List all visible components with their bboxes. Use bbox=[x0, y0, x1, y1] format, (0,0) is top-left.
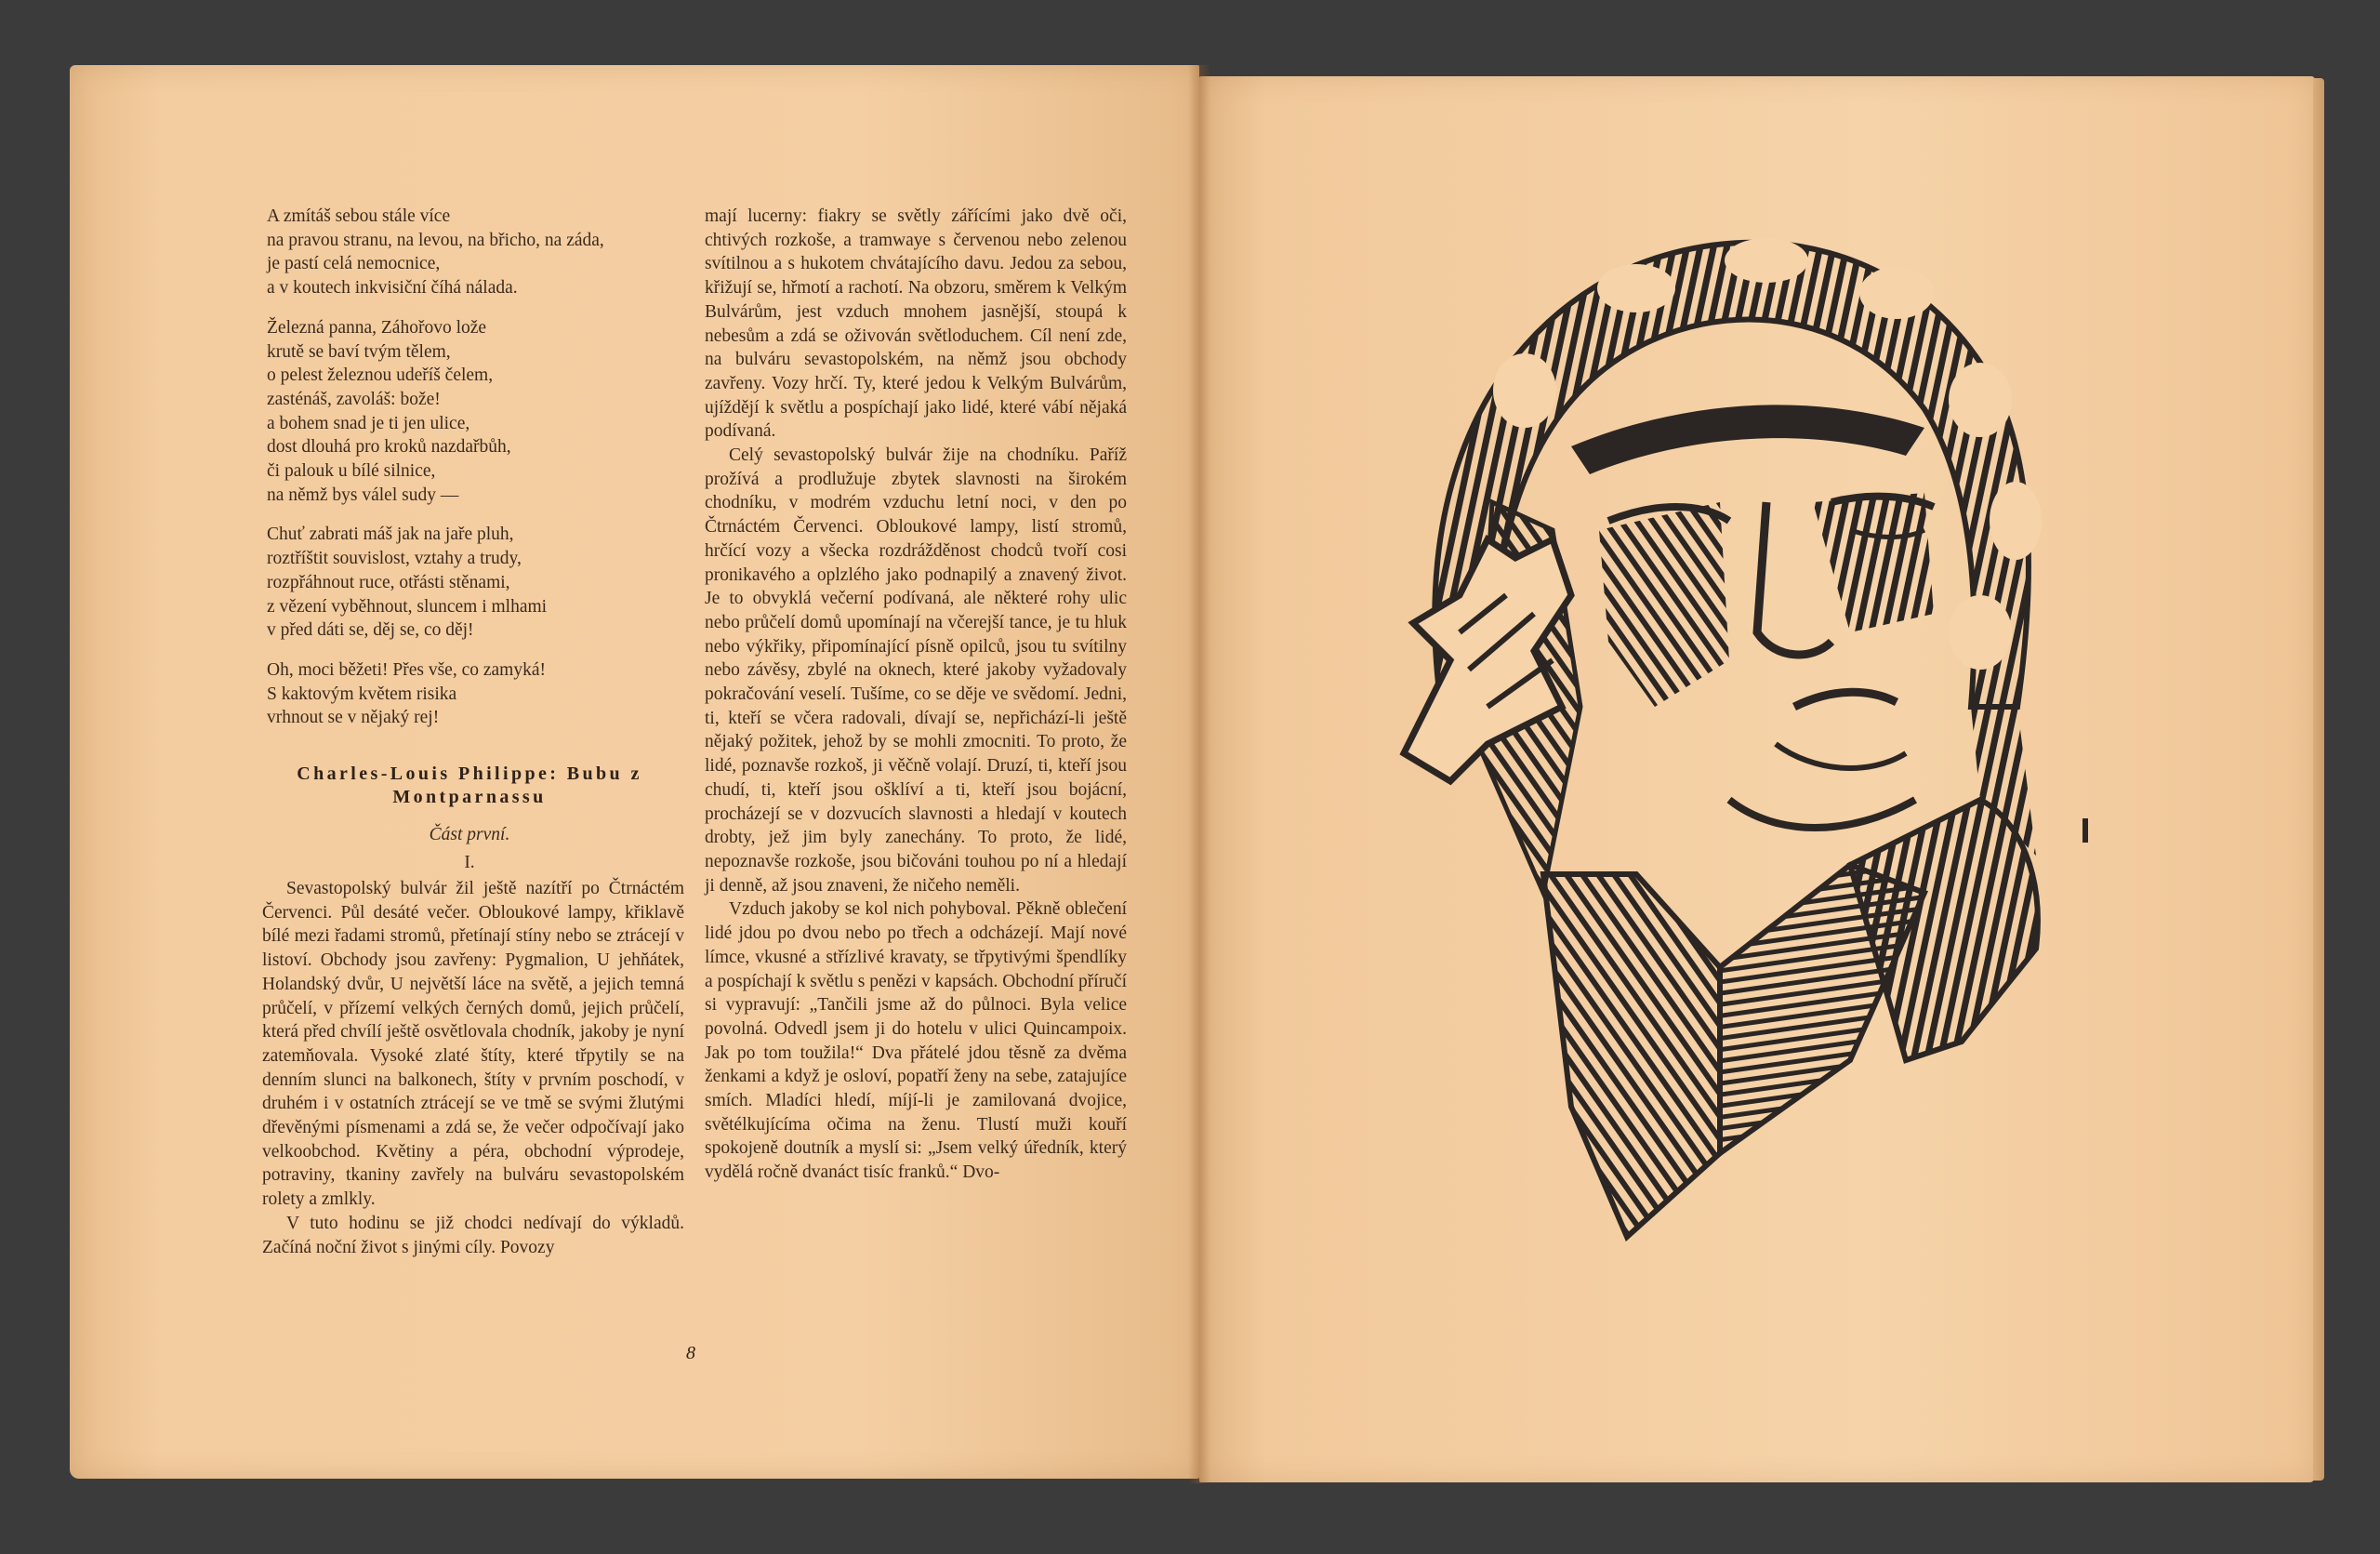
woodcut-illustration bbox=[1329, 223, 2101, 1265]
poem bbox=[267, 205, 667, 746]
poem-stanza bbox=[267, 523, 667, 643]
poem-line: a bohem snad je ti jen ulice, bbox=[267, 413, 470, 433]
poem-line: a v koutech inkvisiční číhá nálada. bbox=[267, 278, 518, 299]
poem-line: v před dáti se, děj se, co děj! bbox=[267, 620, 474, 641]
poem-line: na němž bys válel sudy — bbox=[267, 485, 459, 505]
page-number: 8 bbox=[686, 1343, 695, 1363]
poem-line: o pelest železnou udeříš čelem, bbox=[267, 365, 494, 386]
poem-line: Železná panna, Záhořovo lože bbox=[267, 317, 487, 338]
paragraph: V tuto hodinu se již chodci nedívají do výkladů. Začíná noční život s jinými cíly. Povozy bbox=[262, 1213, 684, 1257]
text-column-right bbox=[705, 205, 1127, 1185]
poem-line: S kaktovým květem risika bbox=[267, 684, 457, 704]
poem-line: krutě se baví tvým tělem, bbox=[267, 341, 451, 362]
poem-line: je pastí celá nemocnice, bbox=[267, 254, 441, 274]
poem-line: Oh, moci běžeti! Přes vše, co zamyká! bbox=[267, 659, 546, 680]
article-title: Charles-Louis Philippe: Bubu z Montparnassu bbox=[297, 764, 642, 807]
article-subtitle: Část první. bbox=[429, 825, 510, 844]
poem-line: či palouk u bílé silnice, bbox=[267, 461, 436, 482]
poem-line: na pravou stranu, na levou, na břicho, na záda, bbox=[267, 230, 604, 250]
poem-stanza bbox=[267, 205, 667, 300]
text-column-left bbox=[262, 877, 684, 1259]
poem-stanza bbox=[267, 658, 667, 730]
poem-line: z vězení vyběhnout, sluncem i mlhami bbox=[267, 596, 548, 617]
page-gutter bbox=[1188, 65, 1210, 1483]
paragraph: mají lucerny: fiakry se světly zářícími jako dvě oči, chtivých rozkoše, a tramwaye s červenou nebo zelenou svítilnou a s hukotem chvátajícího davu. Jedou za sebou, křižují se, hřmotí a rachotí. Na obzoru, směrem k Velkým Bulvárům, jest vzduch mnohem jasnější, stoupá k nebesům a zdá se oživován světloduchem. Cíl není zde, na bulváru sevastopolském, na němž jsou obchody zavřeny. Vozy hrčí. Ty, které jedou k Velkým Bulvárům, ujíždějí k světlu a pospíchají jako lidé, které vábí nějaká podívaná. bbox=[705, 206, 1127, 442]
page-edge bbox=[2313, 78, 2324, 1481]
poem-line: dost dlouhá pro kroků nazdařbůh, bbox=[267, 437, 511, 458]
poem-line: roztříštit souvislost, vztahy a trudy, bbox=[267, 549, 522, 569]
poem-line: A zmítáš sebou stále více bbox=[267, 206, 451, 226]
chapter-number: I. bbox=[464, 853, 475, 872]
poem-stanza bbox=[267, 316, 667, 508]
poem-line: Chuť zabrati máš jak na jaře pluh, bbox=[267, 525, 514, 545]
paragraph: Vzduch jakoby se kol nich pohyboval. Pěkně oblečení lidé jdou po dvou nebo po třech a odcházejí. Mají nové límce, vkusné a střízlivé kravaty, se třpytivými špendlíky a pospíchají k světlu s penězi v kapsách. Obchodní příručí si vypravují: „Tančili jsme až do půlnoci. Byla velice povolná. Odvedl jsem ji do hotelu v ulici Quincampoix. Jak po tom toužila!“ Dva přátelé jdou těsně za dvěma ženkami a když je osloví, popatří ženy na sebe, zatajujíce smích. Mladíci hledí, míjí-li je zamilovaná dvojice, světélkujícíma očima na ženu. Tlustí muži kouří spokojeně doutník a myslí si: „Jsem velký úředník, který vydělá ročně dvanáct tisíc franků.“ Dvo- bbox=[705, 899, 1127, 1183]
poem-line: vrhnout se v nějaký rej! bbox=[267, 708, 440, 728]
paragraph: Sevastopolský bulvár žil ještě nazítří po Čtrnáctém Červenci. Půl desáté večer. Obloukové lampy, křiklavě bílé mezi řadami stromů, přetínají stíny nebo se ztrácejí v listoví. Obchody jsou zavřeny: Pygmalion, U jehňátek, Holandský dvůr, U největší láce na světě, a jejich temná průčelí, v přízemí velkých černých domů, jejich průčelí, která před chvílí ještě osvětlovala chodník, jakoby je nyní zatemňovala. Vysoké zlaté štíty, které třpytily se na denním slunci na balkonech, štíty v prvním poschodí, v druhém i v ostatních ztrácejí se ve tmě se svými žlutými dřevěnými písmenami a zdá se, že večer odpočívají jako velkoobchod. Květiny a péra, obchodní výprodeje, potraviny, tkaniny zavřely na bulváru sevastopolském rolety a zmlkly. bbox=[262, 879, 684, 1210]
paragraph: Celý sevastopolský bulvár žije na chodníku. Paříž prožívá a prodlužuje zbytek slavnosti na širokém chodníku, v modrém vzduchu letní noci, v den po Čtrnáctém Červenci. Obloukové lampy, listí stromů, hrčící vozy a všecka rozdrážděnost chodců tvoří cosi pronikavého a oplzlého jako podnapilý a znavený život. Je to obvyklá večerní podívaná, ale některé rohy ulic nebo průčelí domů upomínají na včerejší tance, je tu hluk nebo výkřiky, připomínající písně opilců, jsou tu svítilny nebo závěsy, zbylé na oknech, které jakoby vyžadovaly pokračování veselí. Tušíme, co se děje ve svědomí. Jedni, ti, kteří se včera radovali, dívají se, nepřichází-li ještě nějaký požitek, jehož by se mohli zmocniti. To proto, že lidé, poznavše rozkoš, ji věčně volají. Druzí, ti, kteří jsou chudí, ti, kteří jsou ošklíví a ti, kteří jsou bojácní, procházejí se v dozvucích slavnosti a hledají v koutech drobty, jež jim byly zanechány. To proto, že lidé, nepoznavše rozkoše, jsou bičováni touhou po ní a hledají ji denně, až jsou znaveni, že ničeho neměli. bbox=[705, 445, 1127, 896]
poem-line: rozpřáhnout ruce, otřásti stěnami, bbox=[267, 572, 510, 592]
poem-line: zasténáš, zavoláš: bože! bbox=[267, 389, 441, 409]
